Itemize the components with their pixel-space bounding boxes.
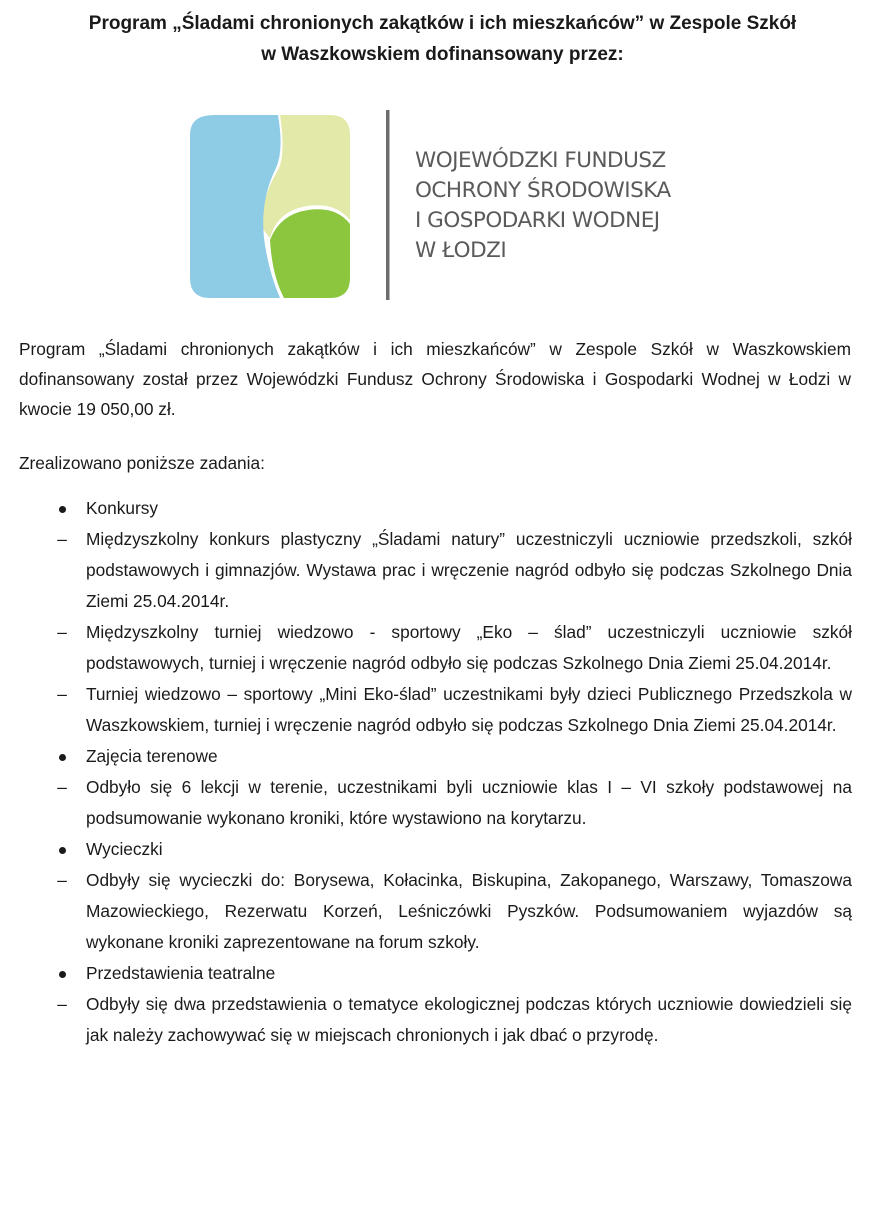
title-line-1: Program „Śladami chronionych zakątków i ich mieszkańców” w Zespole Szkół bbox=[88, 13, 797, 34]
bullet-icon bbox=[52, 493, 72, 524]
dash-list-item bbox=[0, 865, 852, 958]
document-title bbox=[0, 8, 885, 70]
title-line-2: w Waszkowskiem dofinansowany przez: bbox=[261, 44, 624, 65]
list-item-text: Zajęcia terenowe bbox=[86, 746, 218, 766]
list-item-text: Przedstawienia teatralne bbox=[86, 963, 276, 983]
logo-line-4: W ŁODZI bbox=[415, 238, 507, 263]
dash-icon: – bbox=[57, 684, 67, 704]
list-item-text: Wycieczki bbox=[86, 839, 163, 859]
dash-list-item bbox=[0, 679, 852, 741]
bullet-dot-icon bbox=[59, 971, 66, 978]
dash-list-item bbox=[0, 772, 852, 834]
tasks-heading: Zrealizowano poniższe zadania: bbox=[19, 453, 265, 473]
list-item-text: Odbyło się 6 lekcji w terenie, uczestnikami byli uczniowie klas I – VI szkoły podstawowej na podsumowanie wykonano kroniki, które wystawiono na korytarzu. bbox=[86, 777, 852, 828]
dash-icon: – bbox=[57, 870, 67, 890]
dash-icon: – bbox=[57, 622, 67, 642]
list-item-text: Odbyły się wycieczki do: Borysewa, Kołacinka, Biskupina, Zakopanego, Warszawy, Tomaszowa Mazowieckiego, Rezerwatu Korzeń, Leśniczówki Pyszków. Podsumowaniem wyjazdów są wykonane kroniki zaprezentowane na forum szkoły. bbox=[86, 870, 852, 952]
bullet-list-item bbox=[0, 493, 852, 524]
list-item-text: Międzyszkolny konkurs plastyczny „Śladami natury” uczestniczyli uczniowie przedszkoli, szkół podstawowych i gimnazjów. Wystawa prac i wręczenie nagród odbyło się podczas Szkolnego Dnia Ziemi 25.04.2014r. bbox=[86, 529, 852, 611]
bullet-list-item bbox=[0, 958, 852, 989]
list-item-text: Turniej wiedzowo – sportowy „Mini Eko-ślad” uczestnikami były dzieci Publicznego Przedszkola w Waszkowskiem, turniej i wręczenie nagród odbyło się podczas Szkolnego Dnia Ziemi 25.04.2014r. bbox=[86, 684, 852, 735]
bullet-icon bbox=[52, 741, 72, 772]
list-item-text: Konkursy bbox=[86, 498, 159, 518]
logo-line-2: OCHRONY ŚRODOWISKA bbox=[415, 178, 671, 203]
bullet-icon bbox=[52, 958, 72, 989]
bullet-list-item bbox=[0, 834, 852, 865]
intro-paragraph: Program „Śladami chronionych zakątków i ich mieszkańców” w Zespole Szkół w Waszkowskiem dofinansowany został przez Wojewódzki Fundusz Ochrony Środowiska i Gospodarki Wodnej w Łodzi w kwocie 19 050,00 zł. bbox=[19, 339, 851, 419]
bullet-dot-icon bbox=[59, 754, 66, 761]
dash-icon: – bbox=[57, 529, 67, 549]
dash-list-item bbox=[0, 617, 852, 679]
bullet-list-item bbox=[0, 741, 852, 772]
list-item-text: Międzyszkolny turniej wiedzowo - sportowy „Eko – ślad” uczestniczyli uczniowie szkół podstawowych, turniej i wręczenie nagród odbyło się podczas Szkolnego Dnia Ziemi 25.04.2014r. bbox=[86, 622, 852, 673]
bullet-dot-icon bbox=[59, 506, 66, 513]
dash-icon: – bbox=[57, 994, 67, 1014]
bullet-dot-icon bbox=[59, 847, 66, 854]
logo-line-3: I GOSPODARKI WODNEJ bbox=[415, 208, 660, 233]
logo-line-1: WOJEWÓDZKI FUNDUSZ bbox=[415, 148, 666, 173]
task-list bbox=[0, 493, 885, 1051]
dash-list-item bbox=[0, 989, 852, 1051]
dash-list-item bbox=[0, 524, 852, 617]
logo-text bbox=[415, 146, 671, 266]
list-item-text: Odbyły się dwa przedstawienia o tematyce ekologicznej podczas których uczniowie dowiedzieli się jak należy zachowywać się w miejscach chronionych i jak dbać o przyrodę. bbox=[86, 994, 852, 1045]
dash-icon: – bbox=[57, 777, 67, 797]
bullet-icon bbox=[52, 834, 72, 865]
